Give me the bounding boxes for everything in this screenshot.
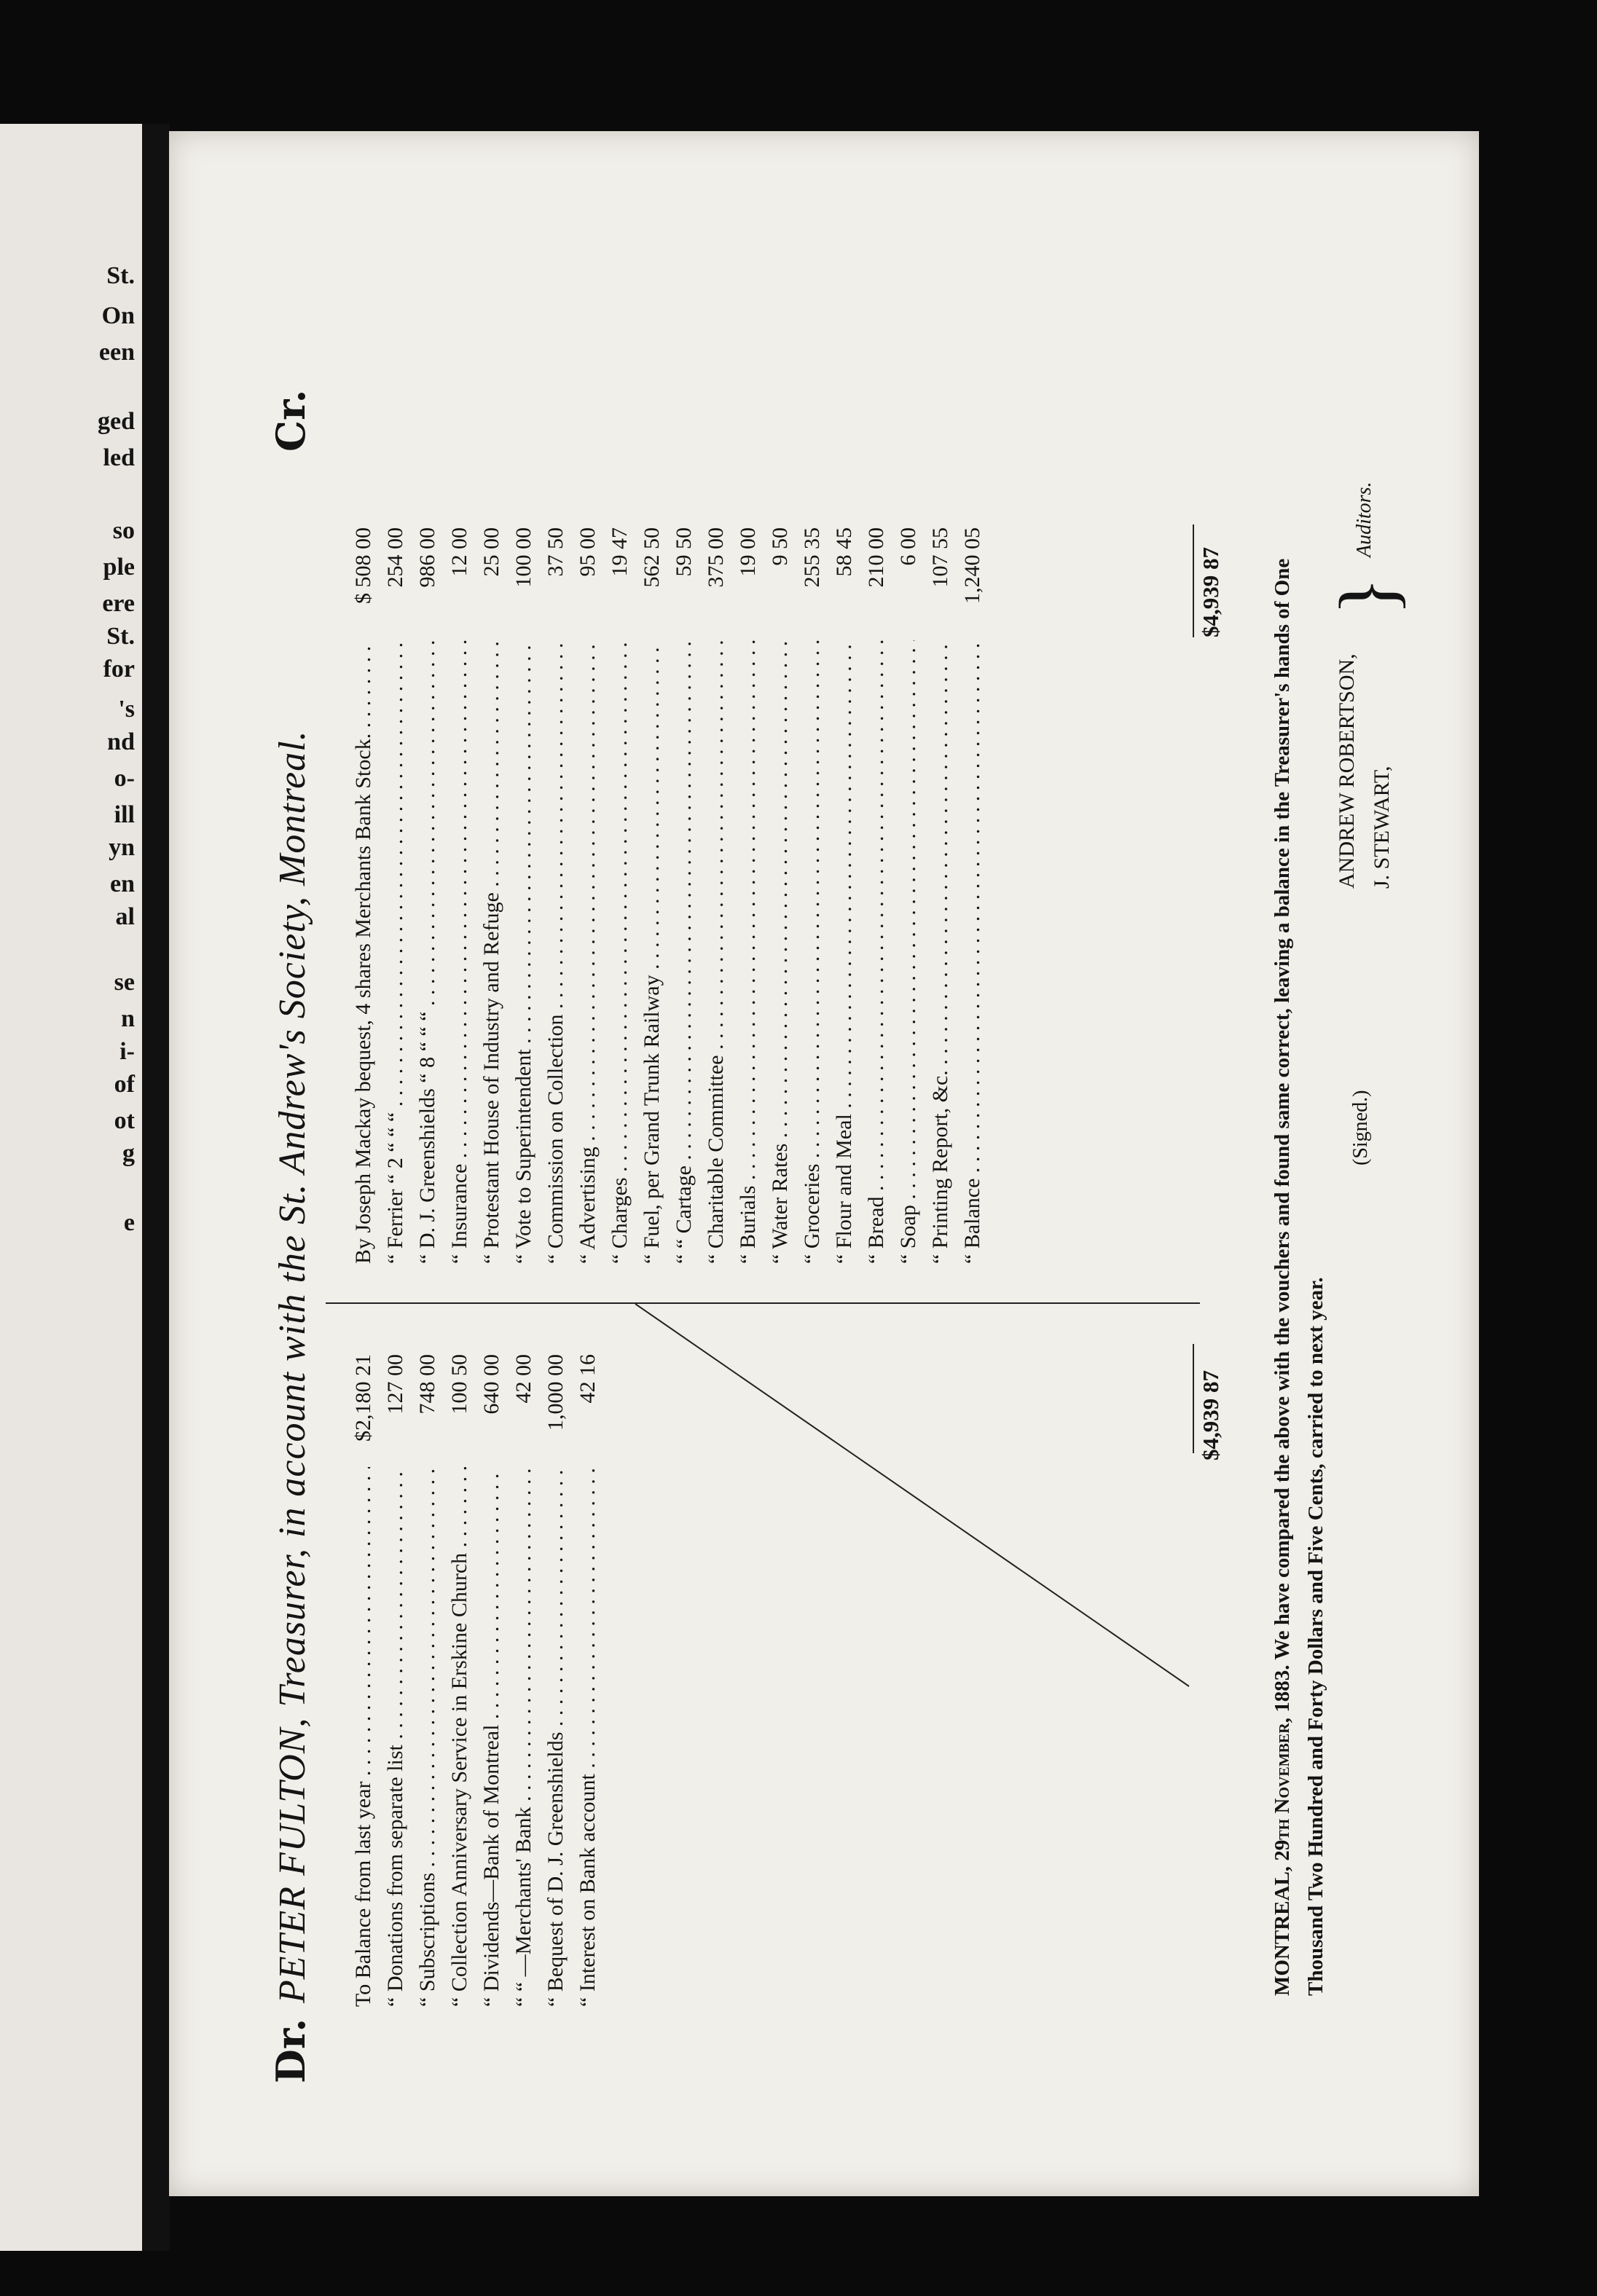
left-page-text-fragment: i-: [119, 1038, 135, 1065]
left-page-text-fragment: led: [103, 444, 135, 471]
credit-entry-label: “ Commission on Collection . . .: [540, 640, 572, 1264]
credit-entry-label: “ “ Cartage . . .: [668, 640, 700, 1264]
credit-entry-amount: 59 50: [672, 527, 696, 577]
left-page-text-fragment: 's: [118, 696, 135, 723]
debit-entry-amount: 640 00: [479, 1354, 503, 1415]
left-page-text-fragment: n: [121, 1005, 135, 1032]
credit-entry-label: “ Balance . . .: [957, 640, 989, 1264]
brace-glyph: }: [1323, 577, 1412, 616]
credit-entry-row: [860, 524, 892, 1264]
credit-entry-label: By Joseph Mackay bequest, 4 shares Merchants Bank Stock. . . .: [348, 640, 380, 1264]
credit-entry-label: “ Printing Report, &c. . . .: [925, 640, 957, 1264]
credit-entry-label: “ Insurance . . .: [444, 640, 476, 1264]
credit-entry-label: “ Fuel, per Grand Trunk Railway . . .: [636, 640, 668, 1264]
credit-entry-label: “ D. J. Greenshields “ 8 “ “ “ . . .: [412, 640, 444, 1264]
debit-entry-label: “ Subscriptions . . .: [412, 1467, 444, 2007]
left-page-text-fragment: ple: [103, 554, 135, 581]
credit-entry-amount: 100 00: [511, 527, 535, 588]
credit-entry-label: “ Charitable Committee . . .: [700, 640, 732, 1264]
auditors-statement: [1266, 466, 1333, 1996]
credit-entry-row: [957, 524, 989, 1264]
credit-entry-amount: 12 00: [447, 527, 471, 577]
signed-label: (Signed.): [1349, 1090, 1372, 1165]
credit-entry-label: “ Vote to Superintendent . . .: [508, 640, 540, 1264]
credit-entry-label: “ Flour and Meal . . .: [828, 640, 860, 1264]
left-page-text-fragment: ill: [114, 801, 135, 828]
left-page-text-fragment: yn: [109, 834, 135, 861]
place-date: MONTREAL, 29th November, 1883.: [1271, 1664, 1294, 1996]
credit-entry-amount: 19 47: [608, 527, 632, 577]
credit-entry-amount: 9 50: [768, 527, 792, 566]
auditors-role: Auditors.: [1353, 481, 1376, 557]
credit-entry-amount: 986 00: [415, 527, 439, 588]
left-page-text-fragment: ged: [98, 408, 135, 435]
credit-total-rule: [1193, 524, 1194, 637]
cr-heading: Cr.: [267, 389, 314, 452]
debit-entry-amount: 127 00: [383, 1354, 407, 1415]
credit-entry-amount: 107 55: [928, 527, 952, 588]
cancel-stroke: [169, 1300, 1204, 2196]
auditors-body: We have compared the above with the vouchers and found same correct, leaving a balance in the Treasurer's hands of One Thousand Two Hundred and Forty Dollars and Five Cents, carried to next year.: [1271, 558, 1327, 1996]
account-page: [169, 131, 1479, 2196]
debit-entry-amount: 1,000 00: [544, 1354, 568, 1431]
credit-entry-amount: 25 00: [479, 527, 503, 577]
auditor-name-2: J. STEWART,: [1370, 766, 1394, 889]
debit-entry-amount: 42 00: [511, 1354, 535, 1404]
credit-entry-row: [636, 524, 668, 1264]
rotated-content: [169, 131, 1479, 2196]
credit-entry-amount: 19 00: [736, 527, 760, 577]
credit-entry-row: [476, 524, 508, 1264]
left-page-text-fragment: ot: [114, 1107, 135, 1134]
credit-entry-label: “ Soap . . .: [892, 640, 925, 1264]
left-page-text-fragment: ere: [102, 590, 135, 617]
credit-entry-row: [732, 524, 764, 1264]
credit-entry-amount: 375 00: [704, 527, 728, 588]
credit-entry-row: [925, 524, 957, 1264]
credit-entry-row: [412, 524, 444, 1264]
credit-entry-label: “ Bread . . .: [860, 640, 892, 1264]
debit-entry-label: “ “ —Merchants' Bank . . .: [508, 1467, 540, 2007]
debit-total: $4,939 87: [1198, 1370, 1223, 1460]
page-title: PETER FULTON, Treasurer, in account with the St. Andrew's Society, Montreal.: [272, 730, 313, 2003]
credit-entry-row: [444, 524, 476, 1264]
debit-entry-amount: 100 50: [447, 1354, 471, 1415]
credit-entry-label: “ Groceries . . .: [796, 640, 828, 1264]
debit-entry-label: “ Collection Anniversary Service in Erskine Church . . .: [444, 1467, 476, 2007]
credit-entry-label: “ Advertising . . .: [572, 640, 604, 1264]
left-page-text-fragment: On: [101, 302, 135, 329]
left-page-text-fragment: een: [98, 339, 135, 366]
left-page-text-fragment: en: [110, 870, 135, 897]
credit-entry-amount: $ 508 00: [351, 527, 375, 604]
left-page-text-fragment: o-: [114, 765, 135, 792]
debit-entry-amount: 748 00: [415, 1354, 439, 1415]
credit-entry-row: [572, 524, 604, 1264]
left-page-text-fragment: so: [112, 517, 135, 544]
auditor-name-1: ANDREW ROBERTSON,: [1335, 653, 1359, 889]
credit-entry-row: [348, 524, 380, 1264]
credit-entry-row: [700, 524, 732, 1264]
left-page-text-fragment: se: [114, 969, 135, 996]
left-page-text-fragment: e: [123, 1209, 135, 1236]
credit-entry-label: “ Water Rates . . .: [764, 640, 796, 1264]
credit-entry-amount: 254 00: [383, 527, 407, 588]
dr-heading: Dr.: [267, 2018, 314, 2083]
debit-entry-label: “ Interest on Bank account . . .: [572, 1467, 604, 2007]
left-page-text-fragment: al: [115, 903, 135, 930]
debit-entry-amount: $2,180 21: [351, 1354, 375, 1442]
credit-entry-row: [540, 524, 572, 1264]
credit-entry-amount: 58 45: [832, 527, 856, 577]
credit-entry-amount: 210 00: [864, 527, 888, 588]
left-page-text-fragment: of: [114, 1071, 135, 1098]
credit-entry-label: “ Ferrier “ 2 “ “ “ . . .: [380, 640, 412, 1264]
debit-total-rule: [1193, 1344, 1194, 1453]
credit-entry-amount: 37 50: [544, 527, 568, 577]
credit-entry-row: [892, 524, 925, 1264]
left-facing-page: [0, 124, 142, 2251]
left-page-text-fragment: g: [122, 1140, 135, 1167]
debit-entry-label: “ Bequest of D. J. Greenshields . . .: [540, 1467, 572, 2007]
debit-entry-label: To Balance from last year . . .: [348, 1467, 380, 2007]
left-page-text-fragment: St.: [106, 262, 135, 289]
credit-entry-row: [668, 524, 700, 1264]
debit-entry-label: “ Donations from separate list . . .: [380, 1467, 412, 2007]
credit-entry-label: “ Burials . . .: [732, 640, 764, 1264]
credit-entry-row: [380, 524, 412, 1264]
credit-entry-amount: 1,240 05: [960, 527, 984, 604]
left-page-text-fragment: for: [103, 656, 135, 683]
left-page-text-fragment: St.: [106, 623, 135, 650]
debit-entry-amount: 42 16: [576, 1354, 600, 1404]
left-page-text-fragment: nd: [107, 728, 135, 755]
credit-entry-row: [796, 524, 828, 1264]
credit-entry-row: [828, 524, 860, 1264]
credit-entry-row: [604, 524, 636, 1264]
credit-entry-label: “ Charges . . .: [604, 640, 636, 1264]
credit-entry-amount: 95 00: [576, 527, 600, 577]
credit-entry-row: [508, 524, 540, 1264]
credit-entry-label: “ Protestant House of Industry and Refuge . . .: [476, 640, 508, 1264]
credit-entry-amount: 6 00: [896, 527, 920, 566]
credit-entry-row: [764, 524, 796, 1264]
book-gutter: [142, 124, 170, 2251]
debit-entry-label: “ Dividends—Bank of Montreal . . .: [476, 1467, 508, 2007]
credit-entry-amount: 255 35: [800, 527, 824, 588]
credit-entry-amount: 562 50: [640, 527, 664, 588]
credit-total: $4,939 87: [1198, 547, 1223, 637]
